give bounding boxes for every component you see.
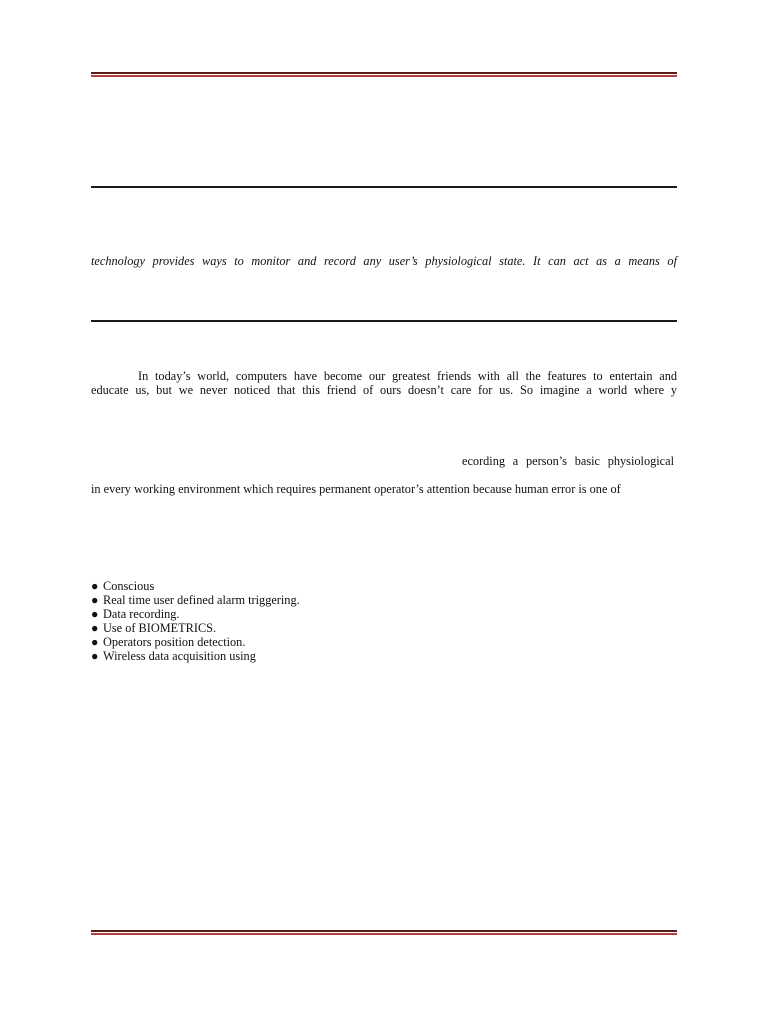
bullet-icon: ● [91, 579, 99, 593]
feature-text: Conscious [103, 579, 155, 593]
intro-line-2: educate us, but we never noticed that this friend of ours doesn’t care for us. So imagine a world where y [91, 383, 677, 397]
feature-text: Wireless data acquisition using [103, 649, 256, 663]
feature-text: Use of BIOMETRICS. [103, 621, 217, 635]
list-item [91, 621, 300, 635]
list-item [91, 593, 300, 607]
bullet-icon: ● [91, 593, 99, 607]
feature-text: Real time user defined alarm triggering. [103, 593, 300, 607]
features-list [91, 579, 300, 663]
section-rule-top [91, 186, 677, 188]
abstract-line: technology provides ways to monitor and record any user’s physiological state. It can act as a means of [91, 254, 677, 268]
fragment-right: ecording a person’s basic physiological [462, 454, 674, 468]
bullet-icon: ● [91, 649, 99, 663]
list-item [91, 607, 300, 621]
header-rule [91, 72, 677, 77]
section-rule-middle [91, 320, 677, 322]
intro-line-1: In today’s world, computers have become our greatest friends with all the features to entertain and [138, 369, 677, 383]
list-item [91, 579, 300, 593]
bullet-icon: ● [91, 607, 99, 621]
working-environment-line: in every working environment which requires permanent operator’s attention because human error is one of [91, 482, 621, 496]
bullet-icon: ● [91, 635, 99, 649]
list-item [91, 635, 300, 649]
list-item [91, 649, 300, 663]
feature-text: Data recording. [103, 607, 180, 621]
bullet-icon: ● [91, 621, 99, 635]
footer-rule [91, 930, 677, 935]
feature-text: Operators position detection. [103, 635, 246, 649]
